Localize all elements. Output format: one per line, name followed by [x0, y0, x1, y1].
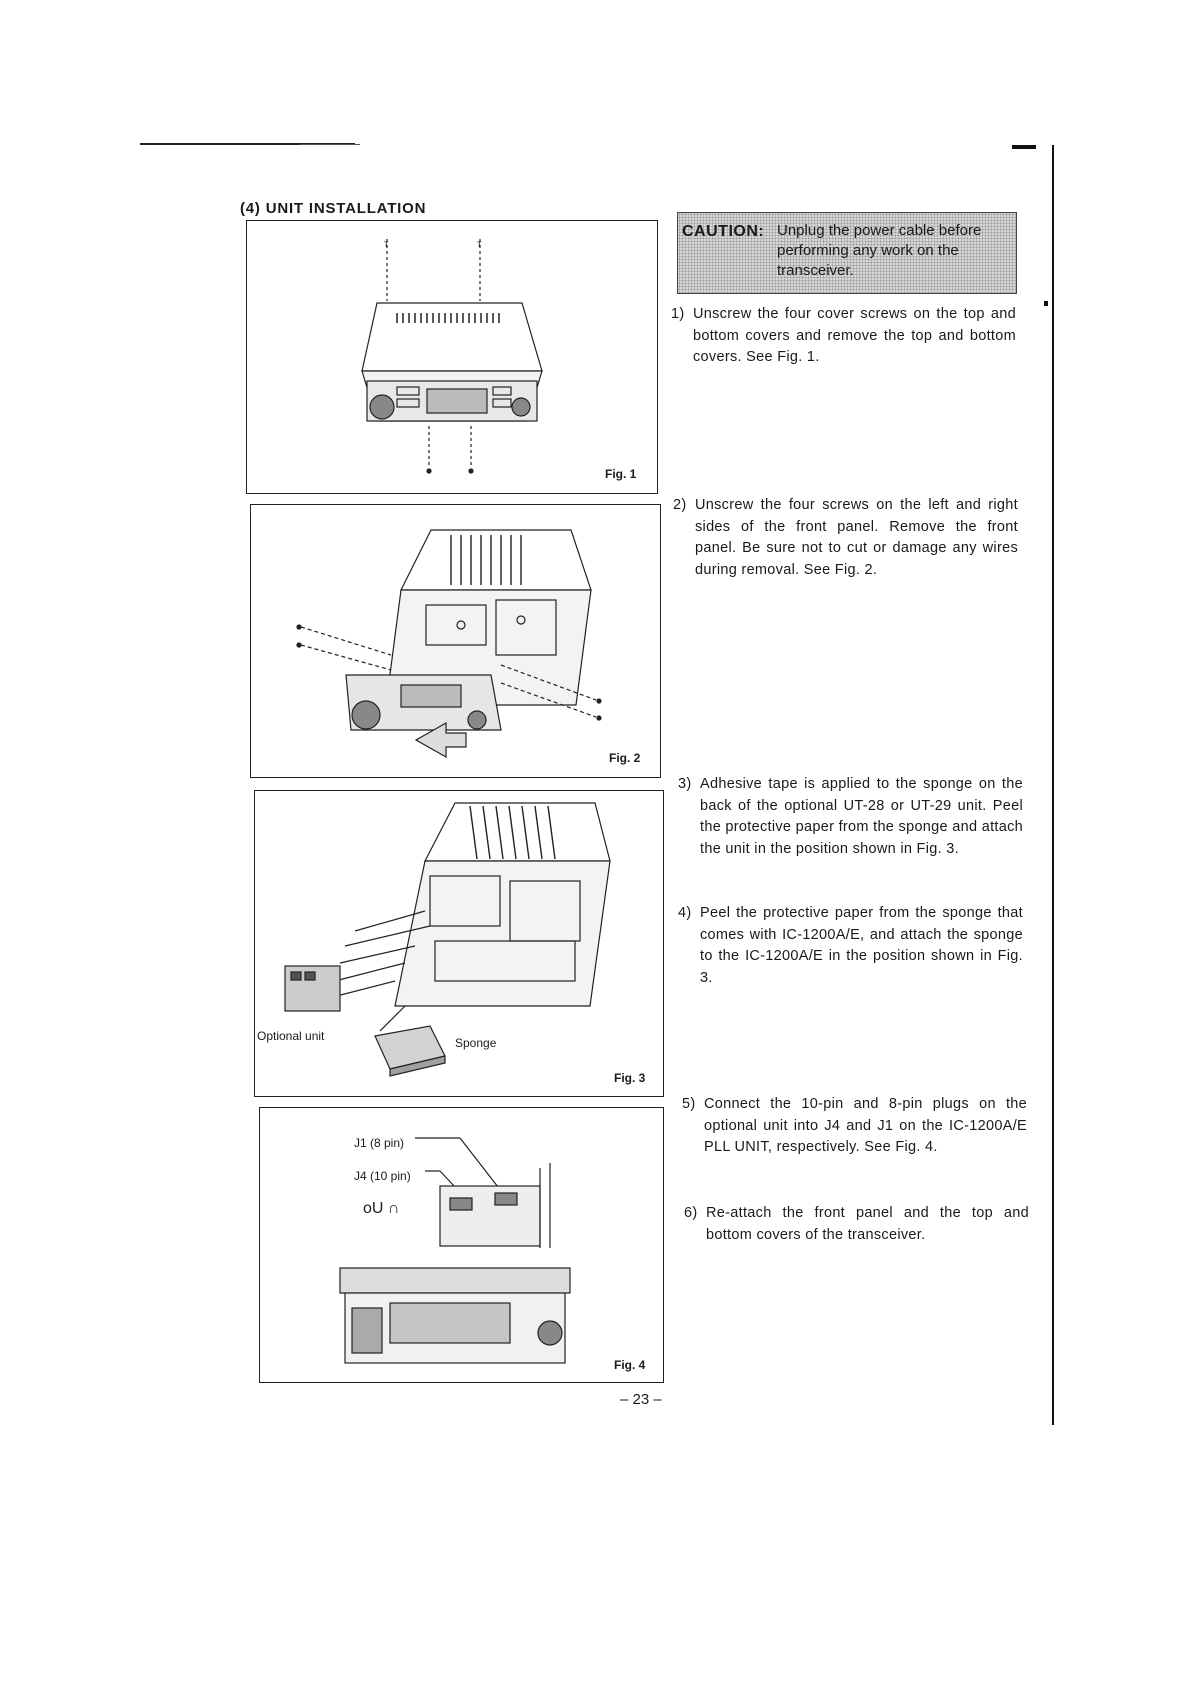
figure-1-label: Fig. 1	[605, 467, 637, 481]
optional-unit-installation-illustration	[255, 791, 663, 1096]
step-3-number: 3)	[678, 776, 692, 792]
step-6-number: 6)	[684, 1205, 698, 1221]
pll-unit-connectors-illustration	[260, 1108, 663, 1382]
step-4-number: 4)	[678, 905, 692, 921]
header-rule-extension	[300, 144, 360, 145]
step-2	[673, 495, 1018, 581]
svg-text:т: т	[477, 239, 482, 250]
callout-sponge: Sponge	[455, 1036, 497, 1050]
step-4	[678, 903, 1023, 989]
section-heading: (4) UNIT INSTALLATION	[240, 200, 427, 217]
step-6	[684, 1203, 1029, 1246]
figure-4	[259, 1107, 664, 1383]
step-1-text: Unscrew the four cover screws on the top and bottom covers and remove the top and bottom covers. See Fig. 1.	[693, 306, 1016, 365]
step-1-number: 1)	[671, 306, 685, 322]
callout-j1: J1 (8 pin)	[354, 1136, 405, 1150]
step-6-text: Re-attach the front panel and the top and bottom covers of the transceiver.	[706, 1205, 1029, 1243]
step-2-text: Unscrew the four screws on the left and right sides of the front panel. Remove the front panel. Be sure not to cut or damage any wires during removal. See Fig. 2.	[695, 497, 1018, 578]
callout-optional-unit: Optional unit	[257, 1029, 325, 1043]
step-5-text: Connect the 10-pin and 8-pin plugs on the optional unit into J4 and J1 on the IC-1200A/E PLL UNIT, respectively. See Fig. 4.	[704, 1096, 1027, 1155]
svg-text:oU ∩: oU ∩	[363, 1200, 400, 1217]
front-panel-removal-illustration	[251, 505, 660, 777]
step-3	[678, 774, 1023, 860]
figure-2-label: Fig. 2	[609, 751, 641, 765]
step-5	[682, 1094, 1027, 1159]
transceiver-top-view-illustration	[247, 221, 657, 493]
page-number: – 23 –	[620, 1391, 662, 1408]
step-1	[671, 304, 1016, 369]
right-margin-bar	[1052, 145, 1054, 1425]
step-2-number: 2)	[673, 497, 687, 513]
caution-box	[677, 212, 1017, 294]
step-3-text: Adhesive tape is applied to the sponge on the back of the optional UT-28 or UT-29 unit. Peel the protective paper from the sponge and attach the unit in the position shown in Fig. 3.	[700, 776, 1023, 857]
corner-mark	[1012, 145, 1036, 149]
callout-j4: J4 (10 pin)	[354, 1169, 411, 1183]
margin-dot	[1044, 301, 1048, 306]
svg-text:т: т	[384, 239, 389, 250]
figure-2	[250, 504, 661, 778]
caution-label: CAUTION:	[682, 223, 765, 240]
figure-3	[254, 790, 664, 1097]
figure-1	[246, 220, 658, 494]
figure-4-label: Fig. 4	[614, 1358, 646, 1372]
caution-text: Unplug the power cable before performing any work on the transceiver.	[777, 222, 982, 279]
step-4-text: Peel the protective paper from the sponge that comes with IC-1200A/E, and attach the sponge to the IC-1200A/E in the position shown in Fig. 3.	[700, 905, 1023, 986]
figure-3-label: Fig. 3	[614, 1071, 646, 1085]
step-5-number: 5)	[682, 1096, 696, 1112]
